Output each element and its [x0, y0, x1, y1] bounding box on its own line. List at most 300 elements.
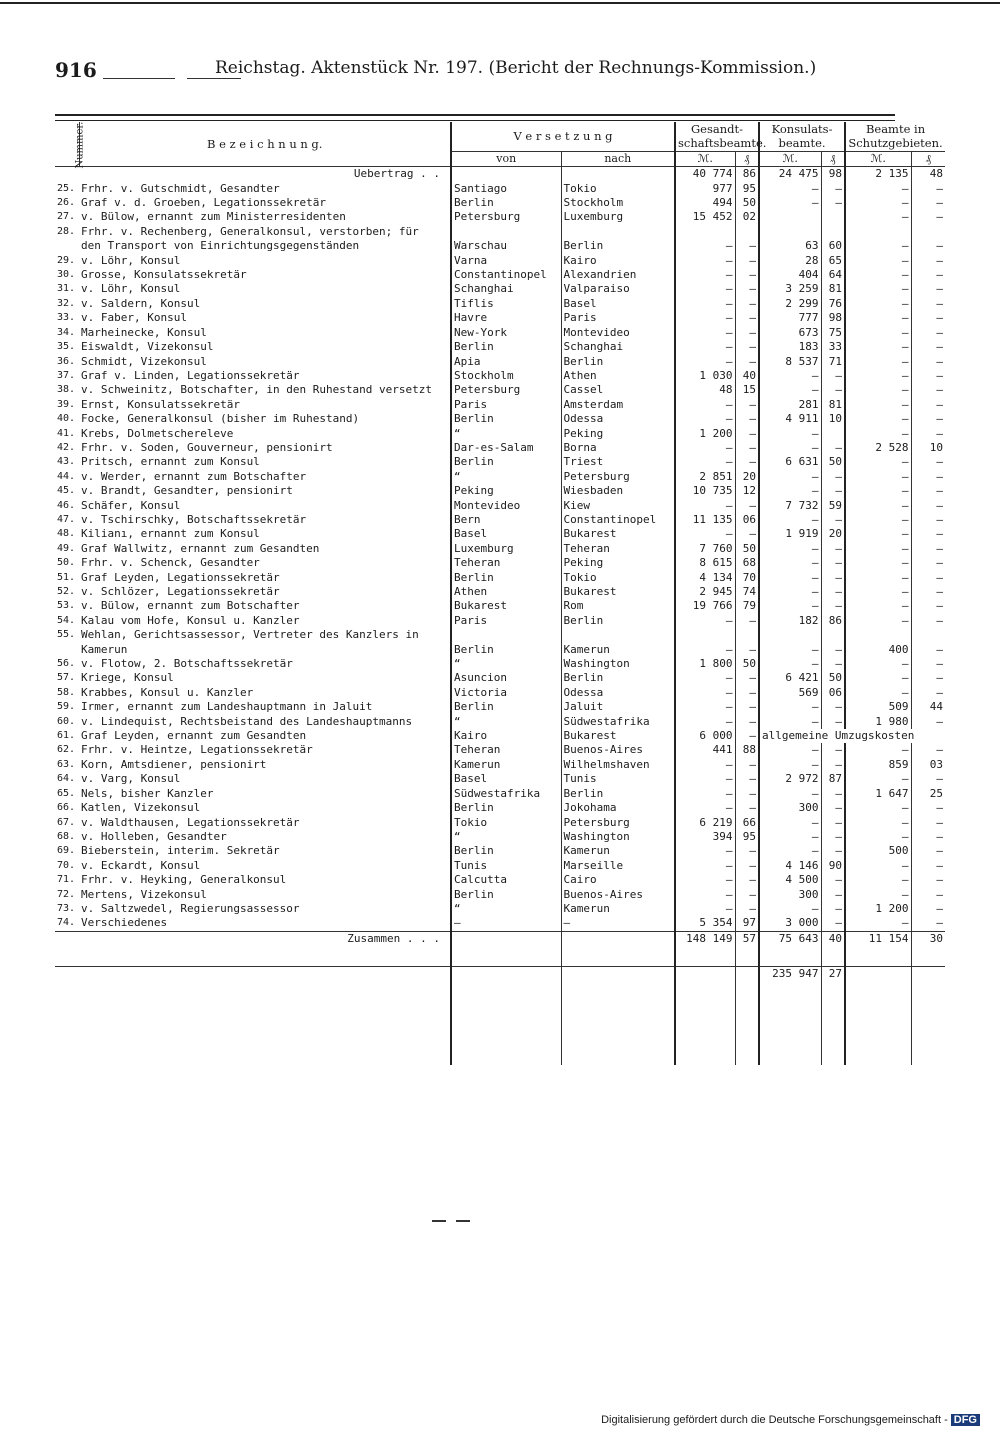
row-nach: Schanghai	[561, 340, 675, 354]
row-gesandt-mark: —	[675, 844, 735, 858]
row-gesandt-mark: —	[675, 499, 735, 513]
table-row	[55, 729, 945, 743]
row-gesandt-mark: 2 851	[675, 470, 735, 484]
row-konsulat-mark	[759, 225, 821, 239]
row-nach: Bukarest	[561, 585, 675, 599]
row-name: Marheinecke, Konsul	[81, 325, 207, 339]
row-beamte-pf: —	[911, 297, 945, 311]
row-number	[55, 643, 79, 657]
row-number: 62.	[57, 744, 76, 756]
row-von: “	[451, 902, 561, 916]
row-beamte-mark: —	[845, 542, 911, 556]
row-name: Frhr. v. Heintze, Legationssekretär	[81, 743, 313, 757]
row-name: v. Löhr, Konsul	[81, 282, 181, 296]
table-row	[55, 297, 945, 311]
row-konsulat-pf: 76	[821, 297, 845, 311]
row-konsulat-pf: 06	[821, 686, 845, 700]
row-gesandt-mark: —	[675, 355, 735, 369]
table-row	[55, 268, 945, 282]
table-row	[55, 282, 945, 296]
row-name: Kalau vom Hofe, Konsul u. Kanzler	[81, 613, 300, 627]
row-nach: Amsterdam	[561, 398, 675, 412]
row-gesandt-mark: 977	[675, 182, 735, 196]
row-beamte-mark: —	[845, 686, 911, 700]
row-nach: Peking	[561, 427, 675, 441]
row-number: 46.	[57, 499, 76, 511]
row-number: 34.	[57, 326, 76, 338]
row-beamte-pf: —	[911, 801, 945, 815]
row-gesandt-mark: 7 760	[675, 542, 735, 556]
uebertrag-k-p: 98	[821, 167, 845, 182]
row-gesandt-pf: —	[735, 441, 759, 455]
totals-g-m: 148 149	[675, 931, 735, 946]
row-beamte-mark: —	[845, 196, 911, 210]
row-konsulat-pf: —	[821, 787, 845, 801]
row-beamte-pf: —	[911, 585, 945, 599]
row-konsulat-mark: —	[759, 427, 821, 441]
row-beamte-pf: —	[911, 743, 945, 757]
row-von: Kairo	[451, 729, 561, 743]
row-gesandt-mark: —	[675, 340, 735, 354]
row-von: Tiflis	[451, 297, 561, 311]
row-von: Montevideo	[451, 499, 561, 513]
row-konsulat-pf: —	[821, 916, 845, 931]
row-beamte-pf: —	[911, 254, 945, 268]
row-beamte-mark: 1 980	[845, 715, 911, 729]
row-number	[55, 239, 79, 253]
table-row	[55, 859, 945, 873]
row-gesandt-pf: 97	[735, 916, 759, 931]
col-pf: ₰	[821, 151, 845, 166]
row-gesandt-mark: —	[675, 801, 735, 815]
row-von: “	[451, 427, 561, 441]
row-gesandt-pf: 02	[735, 210, 759, 224]
row-nach: Valparaiso	[561, 282, 675, 296]
header-rule	[55, 120, 895, 121]
row-konsulat-pf: —	[821, 196, 845, 210]
row-gesandt-pf: 15	[735, 383, 759, 397]
row-gesandt-mark: —	[675, 859, 735, 873]
row-von: Havre	[451, 311, 561, 325]
row-konsulat-mark: —	[759, 182, 821, 196]
row-beamte-pf: —	[911, 830, 945, 844]
table-row	[55, 888, 945, 902]
row-name: Pritsch, ernannt zum Konsul	[81, 455, 260, 469]
row-gesandt-pf: —	[735, 614, 759, 628]
row-beamte-mark	[845, 628, 911, 642]
row-number: 55.	[57, 629, 76, 641]
row-beamte-pf: —	[911, 340, 945, 354]
row-number: 32.	[57, 297, 76, 309]
row-gesandt-mark: —	[675, 441, 735, 455]
row-beamte-mark: —	[845, 859, 911, 873]
row-gesandt-pf: 70	[735, 571, 759, 585]
row-von: Bukarest	[451, 599, 561, 613]
row-gesandt-mark	[675, 628, 735, 642]
row-gesandt-pf: 68	[735, 556, 759, 570]
row-gesandt-mark: —	[675, 614, 735, 628]
row-konsulat-mark: —	[759, 643, 821, 657]
row-gesandt-pf: —	[735, 268, 759, 282]
row-von: “	[451, 830, 561, 844]
row-number: 50.	[57, 557, 76, 569]
row-gesandt-pf: —	[735, 340, 759, 354]
table-row	[55, 643, 945, 657]
row-name: v. Faber, Konsul	[81, 311, 187, 325]
row-nach: Bukarest	[561, 729, 675, 743]
row-number: 57.	[57, 672, 76, 684]
row-von: Peking	[451, 484, 561, 498]
row-von: Dar-es-Salam	[451, 441, 561, 455]
row-name: Focke, Generalkonsul (bisher im Ruhestand)	[81, 412, 360, 426]
row-konsulat-mark: 281	[759, 398, 821, 412]
row-name: Graf v. d. Groeben, Legationssekretär	[81, 196, 327, 210]
row-beamte-mark: —	[845, 873, 911, 887]
table-row	[55, 556, 945, 570]
row-beamte-mark: —	[845, 412, 911, 426]
row-konsulat-mark: 569	[759, 686, 821, 700]
row-beamte-pf: —	[911, 643, 945, 657]
row-gesandt-mark: 394	[675, 830, 735, 844]
row-gesandt-pf: 79	[735, 599, 759, 613]
row-konsulat-pf: —	[821, 888, 845, 902]
row-name: Verschiedenes	[81, 916, 168, 930]
row-beamte-mark: 400	[845, 643, 911, 657]
row-beamte-pf: —	[911, 499, 945, 513]
row-konsulat-mark: 28	[759, 254, 821, 268]
row-von	[451, 225, 561, 239]
row-number: 54.	[57, 614, 76, 626]
row-gesandt-mark: —	[675, 758, 735, 772]
table-row	[55, 743, 945, 757]
row-konsulat-mark: 777	[759, 311, 821, 325]
row-von: Berlin	[451, 571, 561, 585]
table-row	[55, 527, 945, 541]
table-row	[55, 254, 945, 268]
row-nach: Jaluit	[561, 700, 675, 714]
row-von: Südwestafrika	[451, 787, 561, 801]
row-beamte-pf: —	[911, 686, 945, 700]
row-konsulat-mark: 7 732	[759, 499, 821, 513]
row-beamte-pf: —	[911, 196, 945, 210]
row-von: Petersburg	[451, 383, 561, 397]
row-gesandt-pf: 06	[735, 513, 759, 527]
row-von: Stockholm	[451, 369, 561, 383]
row-beamte-mark: —	[845, 455, 911, 469]
row-gesandt-mark: 441	[675, 743, 735, 757]
row-beamte-mark: —	[845, 484, 911, 498]
row-gesandt-mark: 1 800	[675, 657, 735, 671]
row-beamte-pf: —	[911, 888, 945, 902]
col-nummer: Nummer.	[55, 122, 79, 167]
row-name: v. Bülow, ernannt zum Ministerresidenten	[81, 210, 346, 224]
table-row	[55, 571, 945, 585]
row-beamte-pf: —	[911, 556, 945, 570]
page-title: Reichstag. Aktenstück Nr. 197. (Bericht der Rechnungs-Kommission.)	[215, 58, 817, 78]
row-gesandt-mark: —	[675, 715, 735, 729]
table-row	[55, 715, 945, 729]
row-number: 27.	[57, 211, 76, 223]
row-beamte-mark: —	[845, 499, 911, 513]
row-gesandt-pf: —	[735, 326, 759, 340]
row-beamte-mark: —	[845, 571, 911, 585]
row-beamte-mark	[845, 225, 911, 239]
row-konsulat-mark: 2 299	[759, 297, 821, 311]
row-gesandt-mark: —	[675, 772, 735, 786]
row-nach: Buenos-Aires	[561, 743, 675, 757]
row-nach: Tunis	[561, 772, 675, 786]
row-von: Tokio	[451, 816, 561, 830]
row-gesandt-pf: —	[735, 398, 759, 412]
row-number: 36.	[57, 355, 76, 367]
table-row	[55, 772, 945, 786]
row-nach	[561, 225, 675, 239]
row-name: v. Tschirschky, Botschaftssekretär	[81, 512, 307, 526]
row-nach: Triest	[561, 455, 675, 469]
row-konsulat-pf: —	[821, 542, 845, 556]
row-konsulat-pf: —	[821, 657, 845, 671]
row-gesandt-pf: —	[735, 254, 759, 268]
row-konsulat-mark: —	[759, 542, 821, 556]
row-beamte-mark: —	[845, 254, 911, 268]
footer-text: Digitalisierung gefördert durch die Deutsche Forschungsgemeinschaft -	[601, 1414, 948, 1426]
row-konsulat-mark: —	[759, 830, 821, 844]
row-von: Basel	[451, 527, 561, 541]
row-beamte-mark: —	[845, 239, 911, 253]
row-beamte-mark: —	[845, 470, 911, 484]
totals-g-p: 57	[735, 931, 759, 946]
row-beamte-pf: —	[911, 657, 945, 671]
uebertrag-g-m: 40 774	[675, 167, 735, 182]
row-beamte-mark: —	[845, 743, 911, 757]
row-gesandt-pf: 50	[735, 542, 759, 556]
row-gesandt-mark: 1 030	[675, 369, 735, 383]
row-nach: Berlin	[561, 355, 675, 369]
row-gesandt-pf: —	[735, 888, 759, 902]
row-von: Berlin	[451, 700, 561, 714]
totals-k-m: 75 643	[759, 931, 821, 946]
row-konsulat-pf: 10	[821, 412, 845, 426]
col-beamte: Beamte in Schutzgebieten.	[845, 122, 945, 151]
table-row	[55, 412, 945, 426]
row-beamte-mark: —	[845, 355, 911, 369]
row-gesandt-pf: —	[735, 499, 759, 513]
row-name: Ernst, Konsulatssekretär	[81, 397, 240, 411]
row-number: 68.	[57, 830, 76, 842]
row-nach	[561, 628, 675, 642]
table-row	[55, 801, 945, 815]
row-gesandt-mark: 19 766	[675, 599, 735, 613]
row-beamte-pf: —	[911, 239, 945, 253]
row-name: Graf Leyden, ernannt zum Gesandten	[81, 729, 307, 743]
row-nach: Basel	[561, 297, 675, 311]
row-konsulat-pf: —	[821, 556, 845, 570]
row-von: Teheran	[451, 743, 561, 757]
table-row	[55, 902, 945, 916]
row-beamte-pf: —	[911, 542, 945, 556]
row-nach: Marseille	[561, 859, 675, 873]
row-konsulat-mark: —	[759, 484, 821, 498]
uebertrag-g-p: 86	[735, 167, 759, 182]
header-dash	[103, 78, 175, 79]
row-von: Schanghai	[451, 282, 561, 296]
row-gesandt-pf: —	[735, 686, 759, 700]
row-name: Kilianı, ernannt zum Konsul	[81, 527, 260, 541]
row-konsulat-mark: —	[759, 196, 821, 210]
col-konsulat: Konsulats-beamte.	[759, 122, 845, 151]
row-gesandt-pf: 95	[735, 830, 759, 844]
row-beamte-mark: 500	[845, 844, 911, 858]
row-gesandt-mark: —	[675, 671, 735, 685]
row-name: Frhr. v. Heyking, Generalkonsul	[81, 873, 287, 887]
row-number: 40.	[57, 413, 76, 425]
row-von: “	[451, 470, 561, 484]
row-gesandt-pf: 50	[735, 657, 759, 671]
dfg-logo: DFG	[951, 1414, 980, 1426]
row-konsulat-mark: 673	[759, 326, 821, 340]
row-beamte-pf: 44	[911, 700, 945, 714]
row-von: Varna	[451, 254, 561, 268]
row-beamte-pf: —	[911, 816, 945, 830]
table-row	[55, 196, 945, 210]
row-beamte-mark: —	[845, 772, 911, 786]
totals-label: Zusammen . . .	[79, 931, 451, 946]
row-konsulat-pf: 20	[821, 527, 845, 541]
page-header	[55, 58, 895, 92]
row-beamte-mark: —	[845, 816, 911, 830]
uebertrag-b-p: 48	[911, 167, 945, 182]
table-row	[55, 398, 945, 412]
row-gesandt-mark: —	[675, 254, 735, 268]
row-konsulat-pf: —	[821, 844, 845, 858]
row-gesandt-mark: —	[675, 643, 735, 657]
row-beamte-mark: 509	[845, 700, 911, 714]
row-number: 53.	[57, 600, 76, 612]
row-konsulat-mark: 2 972	[759, 772, 821, 786]
row-number: 48.	[57, 528, 76, 540]
row-beamte-pf: —	[911, 916, 945, 931]
row-konsulat-mark: —	[759, 743, 821, 757]
table-row	[55, 369, 945, 383]
row-konsulat-mark: —	[759, 715, 821, 729]
row-gesandt-mark: 15 452	[675, 210, 735, 224]
row-gesandt-mark: —	[675, 873, 735, 887]
row-gesandt-mark: 2 945	[675, 585, 735, 599]
row-nach: Bukarest	[561, 527, 675, 541]
row-von: Berlin	[451, 412, 561, 426]
row-nach: Wiesbaden	[561, 484, 675, 498]
row-nach: Berlin	[561, 671, 675, 685]
row-konsulat-pf: —	[821, 585, 845, 599]
row-konsulat-pf	[821, 628, 845, 642]
table-row	[55, 210, 945, 224]
table-row	[55, 326, 945, 340]
row-konsulat-pf: 81	[821, 282, 845, 296]
table-row	[55, 239, 945, 253]
row-name: v. Werder, ernannt zum Botschafter	[81, 469, 307, 483]
row-konsulat-mark: —	[759, 844, 821, 858]
row-beamte-pf: —	[911, 859, 945, 873]
row-beamte-mark: —	[845, 210, 911, 224]
row-number: 29.	[57, 254, 76, 266]
col-mark: ℳ.	[845, 151, 911, 166]
row-konsulat-pf: 81	[821, 398, 845, 412]
row-beamte-mark: —	[845, 671, 911, 685]
row-konsulat-mark: 8 537	[759, 355, 821, 369]
row-gesandt-pf: —	[735, 239, 759, 253]
row-beamte-mark: —	[845, 398, 911, 412]
row-name: v. Schweinitz, Botschafter, in den Ruhestand versetzt	[81, 383, 432, 397]
row-gesandt-mark: —	[675, 268, 735, 282]
row-nach: Peking	[561, 556, 675, 570]
table-row	[55, 513, 945, 527]
row-konsulat-pf: —	[821, 743, 845, 757]
row-number: 31.	[57, 283, 76, 295]
totals-b-p: 30	[911, 931, 945, 946]
row-number: 33.	[57, 312, 76, 324]
row-konsulat-pf: 71	[821, 355, 845, 369]
row-beamte-pf: —	[911, 427, 945, 441]
row-konsulat-pf: —	[821, 571, 845, 585]
row-number: 66.	[57, 802, 76, 814]
row-number: 59.	[57, 701, 76, 713]
table-row	[55, 455, 945, 469]
table-row	[55, 758, 945, 772]
row-konsulat-mark: —	[759, 787, 821, 801]
row-konsulat-pf: —	[821, 873, 845, 887]
row-name: v. Eckardt, Konsul	[81, 858, 201, 872]
row-von: Berlin	[451, 455, 561, 469]
row-von: Constantinopel	[451, 268, 561, 282]
row-konsulat-pf: 59	[821, 499, 845, 513]
table-row	[55, 355, 945, 369]
table-row	[55, 427, 945, 441]
row-nach: Odessa	[561, 412, 675, 426]
row-konsulat-pf: 90	[821, 859, 845, 873]
row-beamte-mark: —	[845, 182, 911, 196]
row-konsulat-mark: —	[759, 470, 821, 484]
row-gesandt-mark: 11 135	[675, 513, 735, 527]
row-name: v. Varg, Konsul	[81, 772, 181, 786]
row-gesandt-mark: —	[675, 398, 735, 412]
col-von: von	[451, 151, 561, 166]
row-gesandt-pf: —	[735, 729, 759, 743]
row-konsulat-mark: 4 500	[759, 873, 821, 887]
row-beamte-mark: —	[845, 599, 911, 613]
row-number: 71.	[57, 874, 76, 886]
totals-body	[55, 931, 945, 1065]
row-beamte-mark: —	[845, 311, 911, 325]
row-name: v. Lindequist, Rechtsbeistand des Landeshauptmanns	[81, 714, 413, 728]
row-name: v. Bülow, ernannt zum Botschafter	[81, 599, 300, 613]
row-gesandt-pf: 88	[735, 743, 759, 757]
row-konsulat-pf	[821, 225, 845, 239]
row-number: 43.	[57, 456, 76, 468]
row-nach: Borna	[561, 441, 675, 455]
row-beamte-pf: —	[911, 268, 945, 282]
row-gesandt-mark: —	[675, 686, 735, 700]
row-gesandt-pf: —	[735, 355, 759, 369]
row-von: Teheran	[451, 556, 561, 570]
row-gesandt-mark: —	[675, 888, 735, 902]
row-beamte-mark: —	[845, 614, 911, 628]
row-gesandt-mark: 4 134	[675, 571, 735, 585]
top-border	[0, 2, 1000, 4]
row-konsulat-mark: 183	[759, 340, 821, 354]
row-nach: Kiew	[561, 499, 675, 513]
row-konsulat-mark: 63	[759, 239, 821, 253]
row-beamte-pf: —	[911, 671, 945, 685]
